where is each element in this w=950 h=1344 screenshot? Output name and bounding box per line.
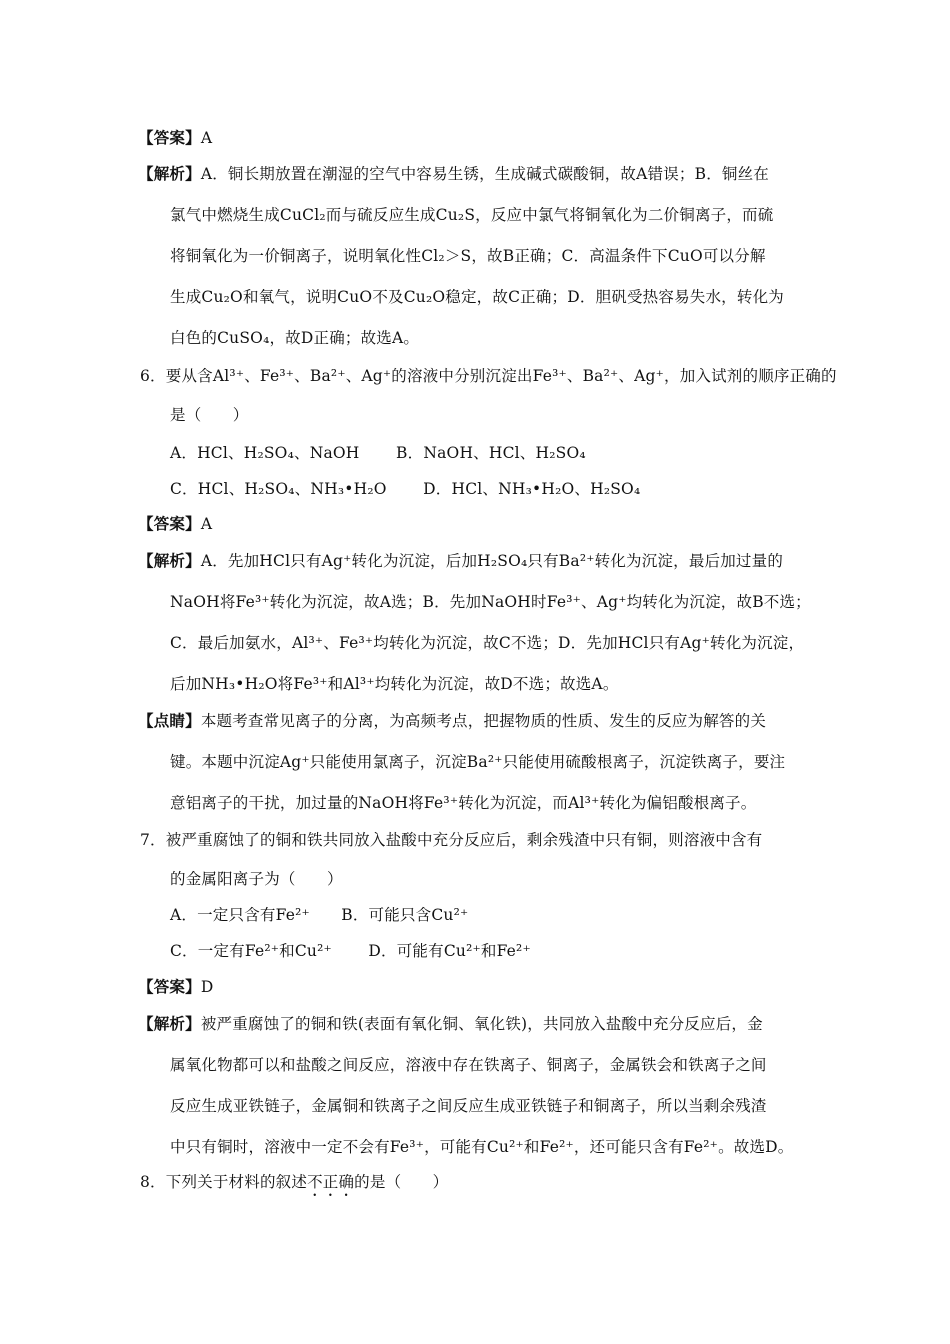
answer-value: D xyxy=(200,978,214,996)
q7-stem-line-2: 的金属阳离子为（ ） xyxy=(170,870,343,888)
comment-label: 【点睛】 xyxy=(138,711,201,730)
answer-value: A xyxy=(200,515,213,533)
analysis-label: 【解析】 xyxy=(138,164,201,183)
q5-answer xyxy=(138,128,212,148)
q6-stem-line-1: 6．要从含Al³⁺、Fe³⁺、Ba²⁺、Ag⁺的溶液中分别沉淀出Fe³⁺、Ba²⁺、Ag⁺，加入试剂的顺序正确的 xyxy=(140,367,837,385)
q7-analysis-line-1: 【解析】被严重腐蚀了的铜和铁(表面有氧化铜、氧化铁)，共同放入盐酸中充分反应后，金 xyxy=(138,1014,763,1033)
q8-stem: 8．下列关于材料的叙述不正确的是（ ） xyxy=(140,1173,449,1191)
q6-comment-line-1: 【点睛】本题考查常见离子的分离，为高频考点，把握物质的性质、发生的反应为解答的关 xyxy=(138,711,767,730)
q7-options-row-2: C．一定有Fe²⁺和Cu²⁺ D．可能有Cu²⁺和Fe²⁺ xyxy=(170,942,531,960)
q6-answer xyxy=(138,514,212,534)
q6-options-row-2: C．HCl、H₂SO₄、NH₃•H₂O D．HCl、NH₃•H₂O、H₂SO₄ xyxy=(170,480,641,498)
q5-analysis-line-2: 氯气中燃烧生成CuCl₂而与硫反应生成Cu₂S，反应中氯气将铜氧化为二价铜离子，而硫 xyxy=(170,206,774,224)
q7-stem-line-1: 7．被严重腐蚀了的铜和铁共同放入盐酸中充分反应后，剩余残渣中只有铜，则溶液中含有 xyxy=(140,831,763,849)
answer-label: 【答案】 xyxy=(138,514,201,533)
q7-answer xyxy=(138,977,213,997)
q5-analysis-line-3: 将铜氧化为一价铜离子，说明氧化性Cl₂＞S，故B正确；C．高温条件下CuO可以分解 xyxy=(170,247,766,265)
q5-analysis-line-4: 生成Cu₂O和氧气，说明CuO不及Cu₂O稳定，故C正确；D．胆矾受热容易失水，转化为 xyxy=(170,288,784,306)
q7-analysis-line-2: 属氧化物都可以和盐酸之间反应，溶液中存在铁离子、铜离子，金属铁会和铁离子之间 xyxy=(170,1056,767,1074)
emphasis-not-correct: 不正确 xyxy=(307,1173,355,1191)
q6-analysis-line-2: NaOH将Fe³⁺转化为沉淀，故A选；B．先加NaOH时Fe³⁺、Ag⁺均转化为沉淀，故B不选； xyxy=(170,593,811,611)
q6-analysis-line-4: 后加NH₃•H₂O将Fe³⁺和Al³⁺均转化为沉淀，故D不选；故选A。 xyxy=(170,675,619,693)
answer-label: 【答案】 xyxy=(138,977,201,996)
answer-value: A xyxy=(200,129,213,147)
q6-comment-line-3: 意铝离子的干扰，加过量的NaOH将Fe³⁺转化为沉淀，而Al³⁺转化为偏铝酸根离子。 xyxy=(170,794,757,812)
q6-options-row-1: A．HCl、H₂SO₄、NaOH B．NaOH、HCl、H₂SO₄ xyxy=(170,444,586,462)
q5-analysis-line-1: 【解析】A．铜长期放置在潮湿的空气中容易生锈，生成碱式碳酸铜，故A错误；B．铜丝在 xyxy=(138,164,769,183)
q7-options-row-1: A．一定只含有Fe²⁺ B．可能只含Cu²⁺ xyxy=(170,906,469,924)
q6-analysis-line-1: 【解析】A．先加HCl只有Ag⁺转化为沉淀，后加H₂SO₄只有Ba²⁺转化为沉淀，最后加过量的 xyxy=(138,551,784,570)
analysis-label: 【解析】 xyxy=(138,551,201,570)
q6-stem-line-2: 是（ ） xyxy=(170,406,249,424)
q7-analysis-line-3: 反应生成亚铁链子，金属铜和铁离子之间反应生成亚铁链子和铜离子，所以当剩余残渣 xyxy=(170,1097,767,1115)
q6-analysis-line-3: C．最后加氨水，Al³⁺、Fe³⁺均转化为沉淀，故C不选；D．先加HCl只有Ag⁺转化为沉淀， xyxy=(170,634,805,652)
q7-analysis-line-4: 中只有铜时，溶液中一定不会有Fe³⁺，可能有Cu²⁺和Fe²⁺，还可能只含有Fe²⁺。故选D。 xyxy=(170,1138,794,1156)
analysis-label: 【解析】 xyxy=(138,1014,201,1033)
q5-analysis-line-5: 白色的CuSO₄，故D正确；故选A。 xyxy=(170,329,420,347)
q6-comment-line-2: 键。本题中沉淀Ag⁺只能使用氯离子，沉淀Ba²⁺只能使用硫酸根离子，沉淀铁离子，要注 xyxy=(170,753,786,771)
answer-label: 【答案】 xyxy=(138,128,201,147)
